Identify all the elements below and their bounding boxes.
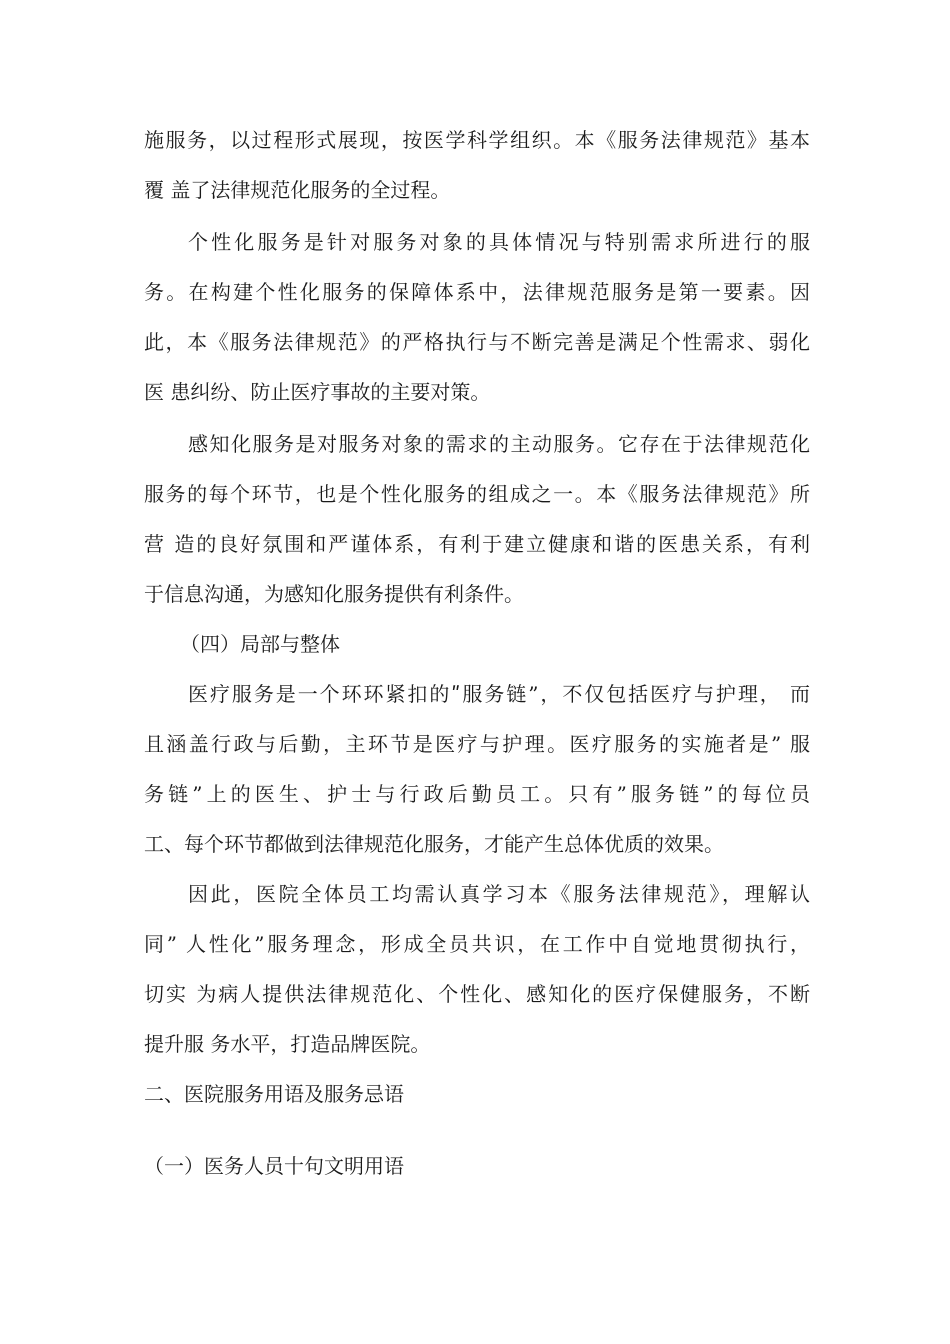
paragraph-2-line-1: 个性化服务是针对服务对象的具体情况与特别需求所进行的服 — [188, 230, 810, 254]
paragraph-4-line-4: 工、每个环节都做到法律规范化服务，才能产生总体优质的效果。 — [144, 832, 724, 856]
paragraph-5-line-2: 同” 人性化”服务理念，形成全员共识，在工作中自觉地贯彻执行， — [144, 932, 810, 956]
paragraph-4-line-2: 且涵盖行政与后勤，主环节是医疗与护理。医疗服务的实施者是” 服 — [144, 732, 810, 756]
paragraph-5-line-3: 切实 为病人提供法律规范化、个性化、感知化的医疗保健服务，不断 — [144, 982, 810, 1006]
subsection-heading-4: （四）局部与整体 — [180, 632, 340, 656]
paragraph-4-line-1: 医疗服务是一个环环紧扣的ʺ服务链”，不仅包括医疗与护理， 而 — [188, 682, 810, 706]
paragraph-3-line-2: 服务的每个环节，也是个性化服务的组成之一。本《服务法律规范》所 — [144, 482, 810, 506]
paragraph-2-line-3: 此，本《服务法律规范》的严格执行与不断完善是满足个性需求、弱化 — [144, 330, 810, 354]
paragraph-3-line-4: 于信息沟通，为感知化服务提供有利条件。 — [144, 582, 524, 606]
paragraph-2-line-4: 医 患纠纷、防止医疗事故的主要对策。 — [144, 380, 491, 404]
paragraph-4-line-3: 务链”上的医生、护士与行政后勤员工。只有”服务链”的每位员 — [144, 782, 810, 806]
paragraph-1-line-2: 覆 盖了法律规范化服务的全过程。 — [144, 178, 451, 202]
paragraph-1-line-1: 施服务，以过程形式展现，按医学科学组织。本《服务法律规范》基本 — [144, 128, 810, 152]
paragraph-5-line-1: 因此，医院全体员工均需认真学习本《服务法律规范》，理解认 — [188, 882, 810, 906]
section-heading-2: 二、医院服务用语及服务忌语 — [144, 1082, 404, 1106]
subsection-heading-2-1: （一）医务人员十句文明用语 — [144, 1154, 404, 1178]
paragraph-3-line-1: 感知化服务是对服务对象的需求的主动服务。它存在于法律规范化 — [188, 432, 810, 456]
paragraph-2-line-2: 务。在构建个性化服务的保障体系中，法律规范服务是第一要素。因 — [144, 280, 810, 304]
paragraph-5-line-4: 提升服 务水平，打造品牌医院。 — [144, 1032, 431, 1056]
paragraph-3-line-3: 营 造的良好氛围和严谨体系，有利于建立健康和谐的医患关系，有利 — [144, 532, 810, 556]
